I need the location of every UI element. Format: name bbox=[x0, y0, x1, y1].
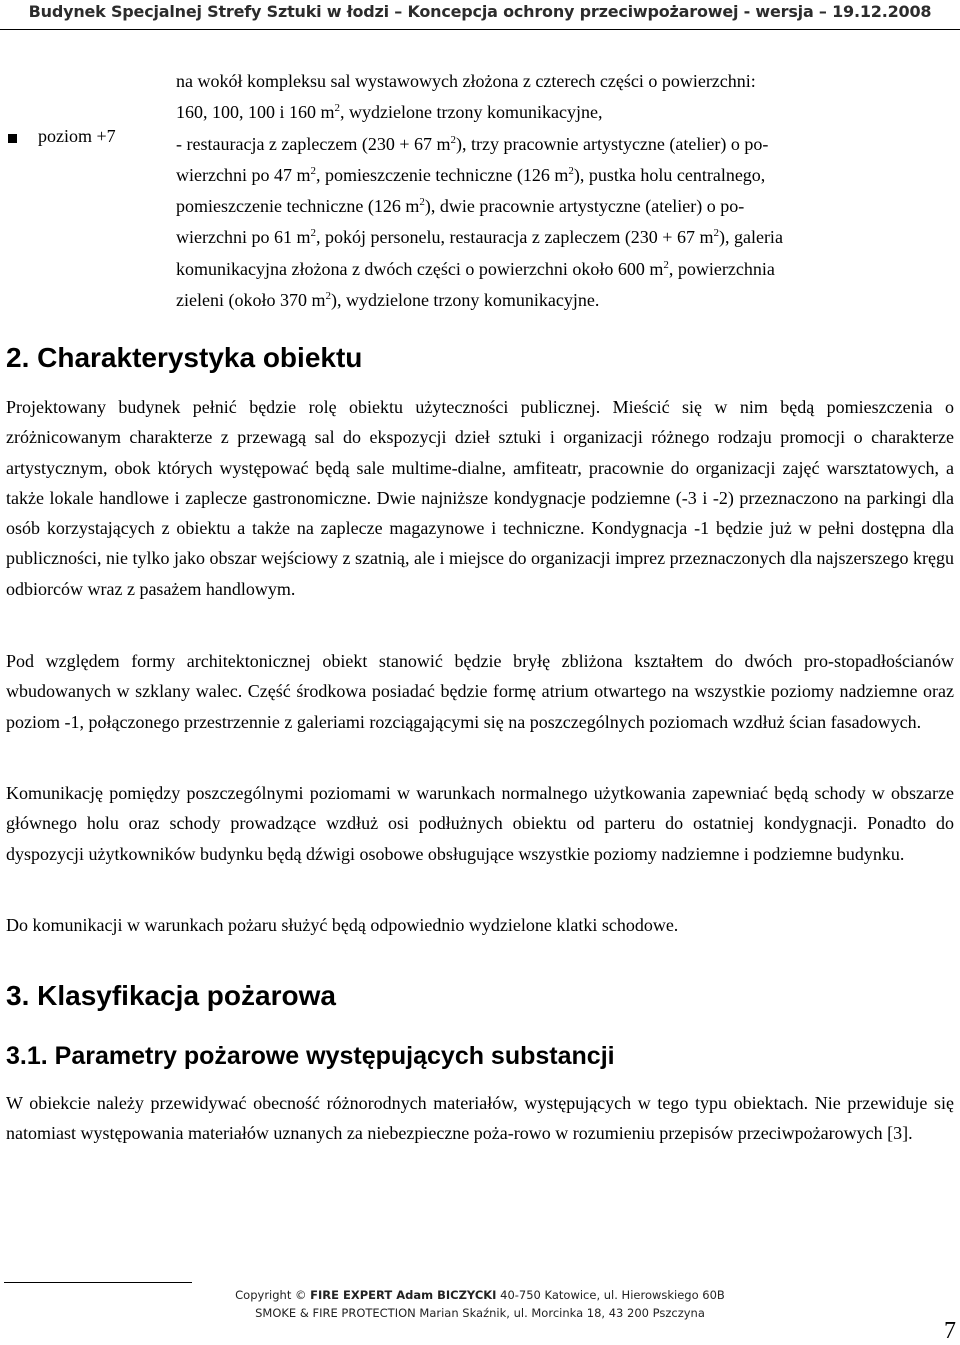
level-line-7: komunikacyjna złożona z dwóch części o powierzchni około 600 $m^2$, powierzchnia bbox=[176, 258, 775, 279]
level-line-2: 160, 100, 100 i 160 $m^2$, wydzielone trzony komunikacyjne, bbox=[176, 102, 603, 123]
section-2-paragraph-2: Pod względem formy architektonicznej obiekt stanowić będzie bryłę zbliżona kształtem do dwóch pro-stopadłościanów wbudowanych w szklany walec. Część środkowa posiadać będzie formę atrium otwartego na wszystkie poziomy nadziemne oraz poziom -1, połączonego przestrzennie z galeriami rozciągającymi się na poszczególnych poziomach wzdłuż ścian fasadowych. bbox=[6, 651, 954, 732]
section-3-1-heading: 3.1. Parametry pożarowe występujących substancji bbox=[6, 1042, 615, 1070]
footer-rule bbox=[4, 1282, 192, 1283]
level-description bbox=[176, 66, 954, 316]
section-2-paragraph-1: Projektowany budynek pełnić będzie rolę obiektu użyteczności publicznej. Mieścić się w nim będą pomieszczenia o zróżnicowanym charakterze z przewagą sal do ekspozycji dzieł sztuki i organizacji różnego rodzaju promocji o charakterze artystycznym, obok których występować będą sale multime-dialne, amfiteatr, pracownie do organizacji zajęć warsztatowych, a także lokale handlowe i zaplecze gastronomiczne. Dwie najniższe kondygnacje podziemne (-3 i -2) przeznaczono na parkingi dla osób korzystających z obiektu a także na zaplecze magazynowe i techniczne. Kondygnacja -1 będzie już w pełni dostępna dla publiczności, nie tylko jako obszar wejściowy z szatnią, ale i miejsce do organizacji imprez przeznaczonych dla najszerszego kręgu odbiorców wraz z pasażem handlowym. bbox=[6, 397, 954, 599]
bullet-square-icon bbox=[8, 134, 17, 143]
footer-line-2: SMOKE & FIRE PROTECTION Marian Skaźnik, ul. Morcinka 18, 43 200 Pszczyna bbox=[255, 1306, 705, 1320]
level-line-3: - restauracja z zapleczem (230 + 67 $m^2$), trzy pracownie artystyczne (atelier) o po- bbox=[176, 133, 769, 154]
level-line-5: pomieszczenie techniczne (126 $m^2$), dwie pracownie artystyczne (atelier) o po- bbox=[176, 196, 745, 216]
section-2-paragraph-4: Do komunikacji w warunkach pożaru służyć będą odpowiednio wydzielone klatki schodowe. bbox=[6, 915, 679, 935]
level-line-6: wierzchni po 61 $m^2$, pokój personelu, restauracja z zapleczem (230 + 67 $m^2$), galeria bbox=[176, 227, 783, 248]
footer-line-1: Copyright © FIRE EXPERT Adam BICZYCKI 40-750 Katowice, ul. Hierowskiego 60B bbox=[235, 1288, 725, 1302]
level-label: poziom +7 bbox=[38, 126, 116, 146]
level-line-1: na wokół kompleksu sal wystawowych złożona z czterech części o powierzchni: bbox=[176, 71, 756, 91]
section-3-1-paragraph: W obiekcie należy przewidywać obecność różnorodnych materiałów, występujących w tego typu obiektach. Nie przewiduje się natomiast występowania materiałów uznanych za niebezpieczne poża-rowo w rozumieniu przepisów przeciwpożarowych [3]. bbox=[6, 1093, 954, 1144]
level-line-8: zieleni (około 370 $m^2$), wydzielone trzony komunikacyjne. bbox=[176, 289, 600, 310]
page-number: 7 bbox=[944, 1318, 956, 1344]
section-2-paragraph-3: Komunikację pomiędzy poszczególnymi poziomami w warunkach normalnego użytkowania zapewniać będą schody w obszarze głównego holu oraz schody prowadzące wzdłuż osi podłużnych obiektu od parteru do ostatniej kondygnacji. Ponadto do dyspozycji użytkowników budynku będą dźwigi osobowe obsługujące wszystkie poziomy nadziemne i podziemne budynku. bbox=[6, 783, 954, 864]
level-line-4: wierzchni po 47 $m^2$, pomieszczenie techniczne (126 $m^2$), pustka holu centralnego, bbox=[176, 164, 766, 185]
section-2-heading: 2. Charakterystyka obiektu bbox=[6, 342, 363, 373]
document-header: Budynek Specjalnej Strefy Sztuki w łodzi – Koncepcja ochrony przeciwpożarowej - wersja – 19.12.2008 bbox=[28, 2, 932, 21]
section-3-heading: 3. Klasyfikacja pożarowa bbox=[6, 980, 336, 1011]
header-rule bbox=[0, 29, 960, 30]
